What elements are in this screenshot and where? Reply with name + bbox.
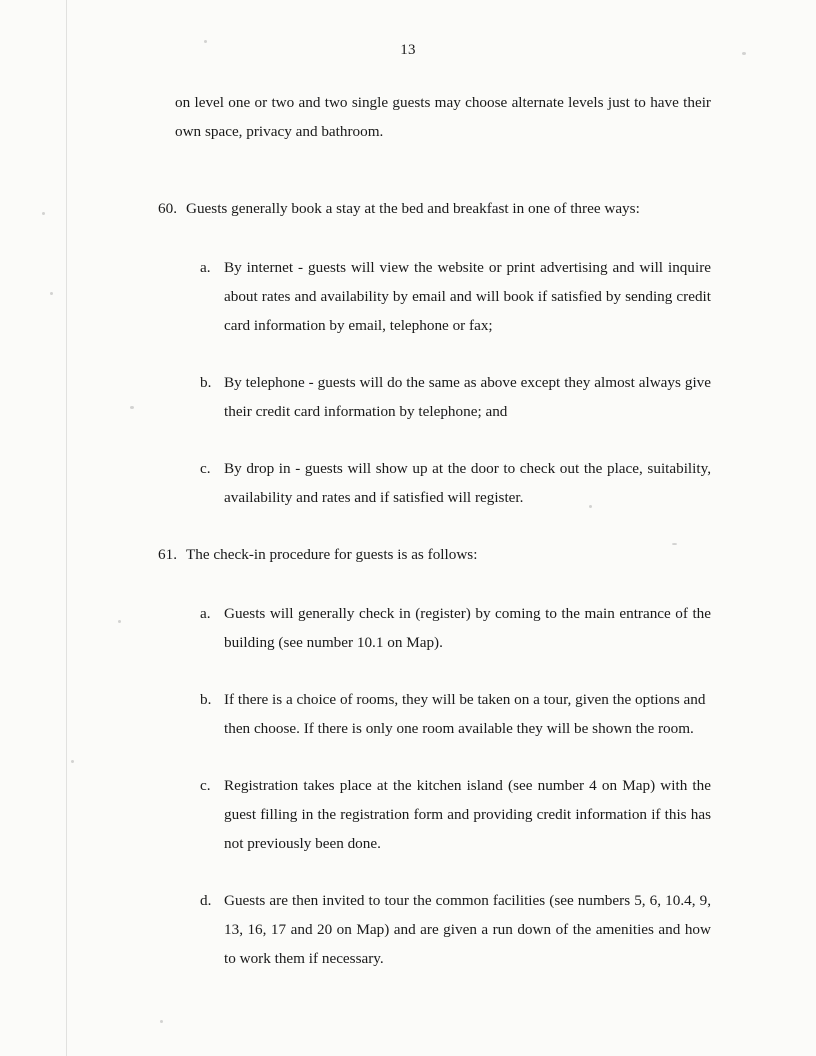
scan-speck [160,1020,163,1023]
sub-item-letter: c. [200,460,211,477]
sub-item [200,685,711,743]
sub-item-letter: b. [200,374,212,391]
numbered-item [158,194,711,223]
document-body [0,88,816,973]
continuation-paragraph: on level one or two and two single guests may choose alternate levels just to have their own space, privacy and bathroom. [175,94,711,140]
sub-item [200,599,711,657]
sub-item-text: Guests will generally check in (register) by coming to the main entrance of the building (see number 10.1 on Map). [224,605,711,651]
item-number: 60. [158,200,177,217]
sub-item-letter: a. [200,605,211,622]
sub-item-text: By telephone - guests will do the same as above except they almost always give their credit card information by telephone; and [224,374,711,420]
sub-item [200,454,711,512]
sub-item-letter: a. [200,259,211,276]
sub-item-text: By drop in - guests will show up at the door to check out the place, suitability, availability and rates and if satisfied will register. [224,460,711,506]
item-text: The check-in procedure for guests is as follows: [186,546,478,563]
sub-item-text: By internet - guests will view the website or print advertising and will inquire about rates and availability by email and will book if satisfied by sending credit card information by email, telephone or fax; [224,259,711,334]
item-number: 61. [158,546,177,563]
sub-item-letter: b. [200,691,212,708]
page-number: 13 [400,42,416,58]
item-text: Guests generally book a stay at the bed and breakfast in one of three ways: [186,200,640,217]
sub-item-letter: d. [200,892,212,909]
sub-item-text: Guests are then invited to tour the common facilities (see numbers 5, 6, 10.4, 9, 13, 16, 17 and 20 on Map) and are given a run down of the amenities and how to work them if necessary. [224,892,711,967]
sub-item-letter: c. [200,777,211,794]
sub-item [200,253,711,340]
sub-item [200,368,711,426]
sub-item [200,886,711,973]
sub-item-text: Registration takes place at the kitchen island (see number 4 on Map) with the guest filling in the registration form and providing credit information if this has not previously been done. [224,777,711,852]
sub-item [200,771,711,858]
numbered-item [158,540,711,569]
sub-item-text: If there is a choice of rooms, they will be taken on a tour, given the options and then choose. If there is only one room available they will be shown the room. [224,691,706,737]
